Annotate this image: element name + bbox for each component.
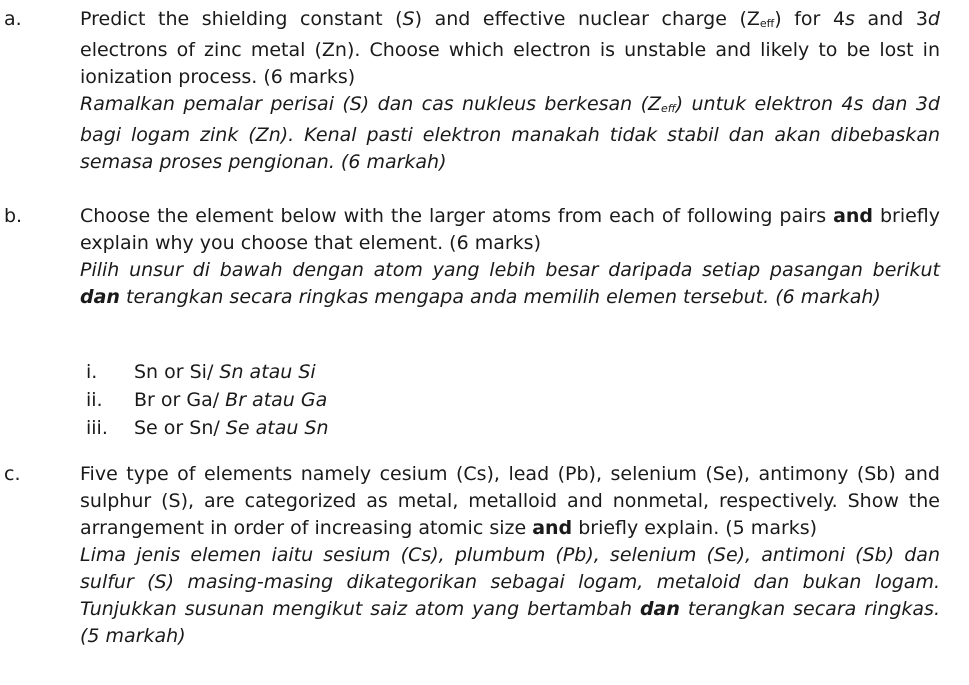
question-c-english: Five type of elements namely cesium (Cs), lead (Pb), selenium (Se), antimony (Sb) and sulphur (S), are categorized as metal, metalloid and nonmetal, respectively. Show the arrangement in order of increasing atomic size and briefly explain. (5 marks) <box>80 463 940 539</box>
question-c-label: c. <box>4 463 21 485</box>
pair-item-i: i. Sn or Si/ Sn atau Si <box>86 361 316 383</box>
question-c-malay: Lima jenis elemen iaitu sesium (Cs), plumbum (Pb), selenium (Se), antimoni (Sb) dan sulfur (S) masing-masing dikategorikan sebagai logam, metaloid dan bukan logam. Tunjukkan susunan mengikut saiz atom yang bertambah dan terangkan secara ringkas. (5 markah) <box>80 544 940 647</box>
question-b-malay: Pilih unsur di bawah dengan atom yang lebih besar daripada setiap pasangan berikut dan terangkan secara ringkas mengapa anda memilih elemen tersebut. (6 markah) <box>80 259 940 308</box>
question-b-body <box>80 203 940 311</box>
pair-item-iii: iii. Se or Sn/ Se atau Sn <box>86 417 329 439</box>
pair-item-ii: ii. Br or Ga/ Br atau Ga <box>86 389 328 411</box>
question-a-english: Predict the shielding constant (S) and effective nuclear charge $(Z_{eff})$ for 4s and 3d electrons of zinc metal (Zn). Choose which electron is unstable and likely to be lost in ionization process. (6 marks) <box>80 8 940 88</box>
question-a-label: a. <box>4 8 22 30</box>
question-b-label: b. <box>4 205 23 227</box>
question-c-body <box>80 461 940 650</box>
question-b-english: Choose the element below with the larger atoms from each of following pairs and briefly explain why you choose that element. (6 marks) <box>80 205 941 254</box>
question-a-body <box>80 6 940 176</box>
question-a-malay: Ramalkan pemalar perisai (S) dan cas nukleus berkesan $(Z_{eff})$ untuk elektron 4s dan 3d bagi logam zink (Zn). Kenal pasti elektron manakah tidak stabil dan akan dibebaskan semasa proses pengionan. (6 markah) <box>80 93 940 173</box>
